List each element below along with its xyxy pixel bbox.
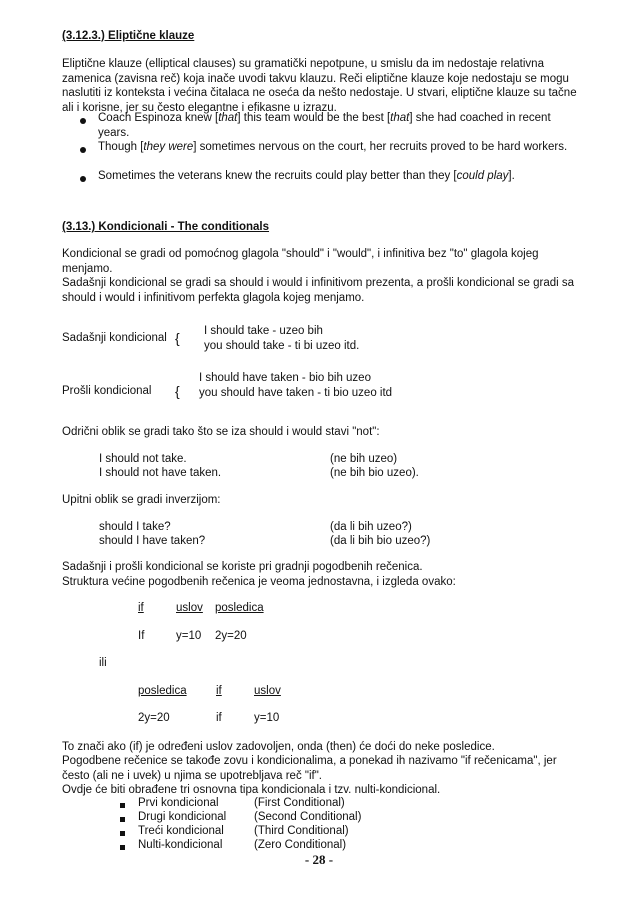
negative-example-1-translation: (ne bih uzeo)	[330, 453, 398, 465]
present-conditional-line-1: I should take - uzeo bih	[204, 325, 323, 337]
table2-header-consequence: posledica	[138, 685, 187, 697]
present-conditional-label: Sadašnji kondicional	[62, 332, 167, 344]
type-zero-english: (Zero Conditional)	[254, 839, 347, 851]
square-bullet-icon	[120, 803, 125, 808]
present-conditional-line-2: you should take - ti bi uzeo itd.	[204, 340, 360, 352]
question-example-1-translation: (da li bih uzeo?)	[330, 521, 412, 533]
meaning-line: To znači ako (if) je određeni uslov zadovoljen, onda (then) će doći do neke posledice.	[62, 741, 495, 753]
elliptical-example-2: Though [they were] sometimes nervous on the court, her recruits proved to be hard workers.	[98, 141, 568, 153]
conditional-formation-paragraph: Kondicional se gradi od pomoćnog glagola "should" i "would", i infinitiva bez "to" glagola kojeg menjamo.	[62, 248, 539, 275]
type-second-serbian: Drugi kondicional	[138, 811, 227, 823]
elliptical-intro-paragraph: Eliptične klauze (elliptical clauses) su gramatički nepotpune, u smislu da im nedostaje relativna zamenica (zavisna reč) koja inače uvodi takvu klauzu. Reči eliptične klauze koje nedostaju se mogu naslutiti iz konteksta i većina čitalaca ne oseća da nešto nedostaje. U stvari, eliptične klauze su tačne ali i korisne, jer su često elegantne i efikasne u izrazu.	[62, 58, 577, 114]
question-example-2: should I have taken?	[99, 535, 206, 547]
usage-line-1: Sadašnji i prošli kondicional se koriste pri gradnji pogodbenih rečenica.	[62, 561, 423, 573]
or-label: ili	[99, 657, 107, 669]
question-example-2-translation: (da li bih bio uzeo?)	[330, 535, 431, 547]
elliptical-example-1: Coach Espinoza knew [that] this team would be the best [that] she had coached in recent years.	[98, 112, 551, 139]
table2-value-consequence: 2y=20	[138, 712, 170, 724]
table2-header-condition: uslov	[254, 685, 281, 697]
brace: {	[175, 383, 180, 399]
past-conditional-line-1: I should have taken - bio bih uzeo	[199, 372, 371, 384]
square-bullet-icon	[120, 831, 125, 836]
type-zero-serbian: Nulti-kondicional	[138, 839, 223, 851]
type-first-english: (First Conditional)	[254, 797, 345, 809]
type-third-english: (Third Conditional)	[254, 825, 349, 837]
past-conditional-label: Prošli kondicional	[62, 385, 152, 397]
page-number: - 28 -	[304, 852, 334, 867]
table1-header-condition: uslov	[176, 602, 203, 614]
brace: {	[175, 330, 180, 346]
question-form-intro: Upitni oblik se gradi inverzijom:	[62, 494, 221, 506]
table1-value-if: If	[138, 630, 145, 642]
bullet-icon	[80, 147, 86, 153]
negative-form-intro: Odrični oblik se gradi tako što se iza should i would stavi "not":	[62, 426, 380, 438]
table1-value-consequence: 2y=20	[215, 630, 247, 642]
table1-header-if: if	[138, 602, 144, 614]
question-example-1: should I take?	[99, 521, 171, 533]
table1-header-consequence: posledica	[215, 602, 264, 614]
table2-value-condition: y=10	[254, 712, 280, 724]
bullet-icon	[80, 118, 86, 124]
table2-value-if: if	[216, 712, 222, 724]
if-sentences-paragraph: Pogodbene rečenice se takođe zovu i kondicionalima, a ponekad ih nazivamo "if rečenicama", jer često (ali ne i uvek) u njima se upotrebljava reč "if".	[62, 755, 557, 782]
section-heading-elliptical: (3.12.3.) Eliptične klauze	[62, 30, 195, 42]
elliptical-example-3: Sometimes the veterans knew the recruits could play better than they [could play].	[98, 170, 515, 182]
negative-example-1: I should not take.	[99, 453, 187, 465]
bullet-icon	[80, 176, 86, 182]
type-third-serbian: Treći kondicional	[138, 825, 224, 837]
table1-value-condition: y=10	[176, 630, 202, 642]
negative-example-2-translation: (ne bih bio uzeo).	[330, 467, 419, 479]
type-first-serbian: Prvi kondicional	[138, 797, 219, 809]
past-conditional-line-2: you should have taken - ti bio uzeo itd	[199, 387, 393, 399]
table2-header-if: if	[216, 685, 222, 697]
usage-line-2: Struktura većine pogodbenih rečenica je veoma jednostavna, i izgleda ovako:	[62, 576, 456, 588]
type-second-english: (Second Conditional)	[254, 811, 362, 823]
square-bullet-icon	[120, 845, 125, 850]
negative-example-2: I should not have taken.	[99, 467, 222, 479]
types-intro: Ovdje će biti obrađene tri osnovna tipa kondicionala i tzv. nulti-kondicional.	[62, 784, 441, 796]
square-bullet-icon	[120, 817, 125, 822]
conditional-types-paragraph: Sadašnji kondicional se gradi sa should i would i infinitivom prezenta, a prošli kondicional se gradi sa should i would i infinitivom perfekta glagola kojeg menjamo.	[62, 277, 575, 304]
section-heading-conditionals: (3.13.) Kondicionali - The conditionals	[62, 221, 270, 233]
